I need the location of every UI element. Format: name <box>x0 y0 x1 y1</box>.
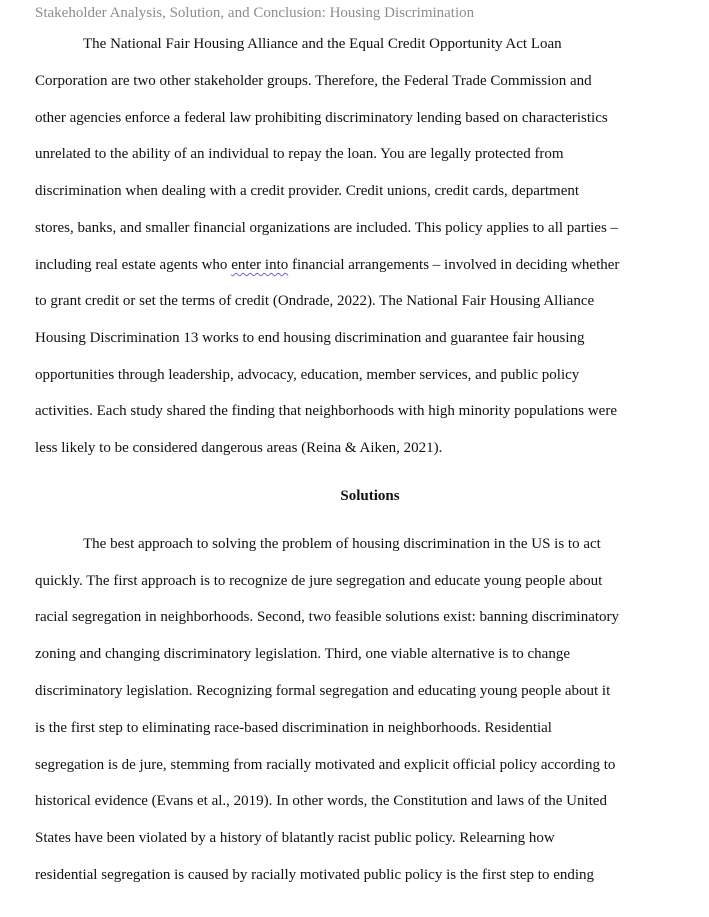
paragraph-1-line: Corporation are two other stakeholder groups. Therefore, the Federal Trade Commission and <box>35 73 592 89</box>
paragraph-1-line: other agencies enforce a federal law prohibiting discriminatory lending based on characteristics <box>35 110 608 126</box>
solutions-line: discriminatory legislation. Recognizing formal segregation and educating young people about it <box>35 683 611 699</box>
solutions-line: zoning and changing discriminatory legislation. Third, one viable alternative is to change <box>35 646 570 662</box>
paragraph-1-line: Housing Discrimination 13 works to end housing discrimination and guarantee fair housing <box>35 330 585 346</box>
running-head: Stakeholder Analysis, Solution, and Conclusion: Housing Discrimination <box>35 5 475 21</box>
paragraph-1-line: The National Fair Housing Alliance and the Equal Credit Opportunity Act Loan <box>83 36 562 52</box>
paragraph-1-line: stores, banks, and smaller financial organizations are included. This policy applies to all parties – <box>35 220 619 236</box>
paragraph-1-line: discrimination when dealing with a credit provider. Credit unions, credit cards, department <box>35 183 580 199</box>
paragraph-1-line: opportunities through leadership, advocacy, education, member services, and public policy <box>35 367 580 383</box>
solutions-line: The best approach to solving the problem of housing discrimination in the US is to act <box>83 536 601 552</box>
line-text: financial arrangements – involved in deciding whether <box>288 257 620 273</box>
solutions-line: quickly. The first approach is to recognize de jure segregation and educate young people about <box>35 573 603 589</box>
paragraph-1-line: less likely to be considered dangerous areas (Reina & Aiken, 2021). <box>35 440 443 456</box>
solutions-line: States have been violated by a history of blatantly racist public policy. Relearning how <box>35 830 555 846</box>
solutions-line: historical evidence (Evans et al., 2019). In other words, the Constitution and laws of the United <box>35 793 607 809</box>
grammar-flagged-phrase[interactable]: enter into <box>231 257 289 273</box>
solutions-line: segregation is de jure, stemming from racially motivated and explicit official policy according to <box>35 757 616 773</box>
paragraph-1-line: unrelated to the ability of an individual to repay the loan. You are legally protected from <box>35 146 564 162</box>
paragraph-1-line: to grant credit or set the terms of credit (Ondrade, 2022). The National Fair Housing Alliance <box>35 293 595 309</box>
line-text: including real estate agents who <box>35 257 232 273</box>
solutions-line: residential segregation is caused by racially motivated public policy is the first step to ending <box>35 867 595 883</box>
paragraph-1-line: activities. Each study shared the finding that neighborhoods with high minority populations were <box>35 403 617 419</box>
solutions-line: is the first step to eliminating race-based discrimination in neighborhoods. Residential <box>35 720 552 736</box>
solutions-line: racial segregation in neighborhoods. Second, two feasible solutions exist: banning discriminatory <box>35 609 620 625</box>
paragraph-1-line <box>35 256 619 274</box>
section-heading-solutions: Solutions <box>340 488 400 504</box>
